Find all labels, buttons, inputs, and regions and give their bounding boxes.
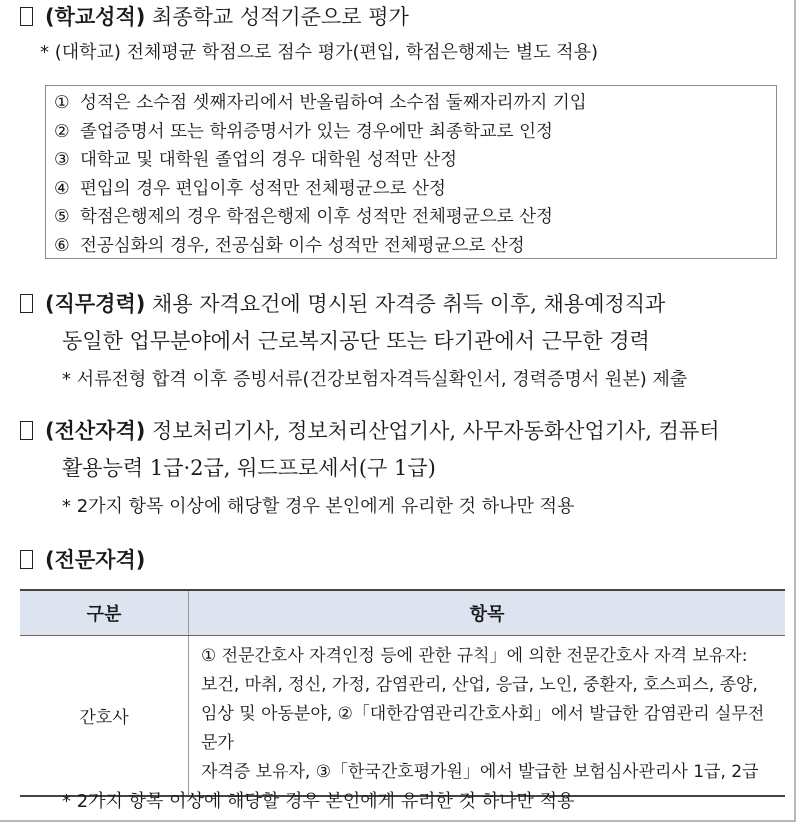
school-note: * (대학교) 전체평균 학점으로 점수 평가(편입, 학점은행제는 별도 적용): [40, 42, 599, 63]
school-tag: (학교성적): [45, 5, 146, 29]
row-line: 자격증 보유자, ③「한국간호평가원」에서 발급한 보험심사관리사 1급, 2급: [201, 762, 759, 782]
square-bullet-icon: [20, 550, 33, 569]
career-line2: 동일한 업무분야에서 근로복지공단 또는 타기관에서 근무한 경력: [62, 329, 650, 353]
row-line: 임상 및 아동분야, ②「대한감염관리간호사회」에서 발급한 감염관리 실무전문가: [201, 704, 765, 753]
rule-item: ⑥ 전공심화의 경우, 전공심화 이수 성적만 전체평균으로 산정: [54, 235, 525, 256]
school-rules-box: [45, 85, 777, 259]
row-items: [189, 636, 786, 797]
career-note: * 서류전형 합격 이후 증빙서류(건강보험자격득실확인서, 경력증명서 원본) 제출: [62, 369, 688, 390]
row-line: 보건, 마취, 정신, 가정, 감염관리, 산업, 응급, 노인, 중환자, 호스피스, 종양,: [201, 675, 758, 695]
row-category: 간호사: [20, 636, 189, 797]
row-line: ① 전문간호사 자격인정 등에 관한 규칙」에 의한 전문간호사 자격 보유자:: [201, 646, 748, 666]
career-heading: [20, 289, 665, 319]
pro-table: [20, 589, 785, 797]
it-tag: (전산자격): [45, 419, 146, 443]
table-row: [20, 636, 785, 797]
pro-heading: [20, 545, 145, 575]
rule-item: ② 졸업증명서 또는 학위증명서가 있는 경우에만 최종학교로 인정: [54, 121, 553, 142]
rule-item: ④ 편입의 경우 편입이후 성적만 전체평균으로 산정: [54, 178, 446, 199]
career-line1: 채용 자격요건에 명시된 자격증 취득 이후, 채용예정직과: [152, 292, 666, 316]
table-header-row: [20, 590, 785, 636]
header-category: 구분: [20, 590, 189, 636]
rule-item: ③ 대학교 및 대학원 졸업의 경우 대학원 성적만 산정: [54, 150, 458, 170]
it-line2: 활용능력 1급·2급, 워드프로세서(구 1급): [62, 456, 436, 480]
pro-note: * 2가지 항목 이상에 해당할 경우 본인에게 유리한 것 하나만 적용: [62, 791, 575, 812]
header-items: 항목: [189, 590, 786, 636]
pro-tag: (전문자격): [45, 548, 146, 572]
square-bullet-icon: [20, 421, 33, 440]
rule-item: ⑤ 학점은행제의 경우 학점은행제 이후 성적만 전체평균으로 산정: [54, 207, 553, 227]
it-note: * 2가지 항목 이상에 해당할 경우 본인에게 유리한 것 하나만 적용: [62, 496, 575, 517]
square-bullet-icon: [20, 7, 33, 26]
it-line1: 정보처리기사, 정보처리산업기사, 사무자동화산업기사, 컴퓨터: [152, 419, 720, 443]
school-heading: [20, 2, 409, 32]
square-bullet-icon: [20, 294, 33, 313]
rule-item: ① 성적은 소수점 셋째자리에서 반올림하여 소수점 둘째자리까지 기입: [54, 93, 587, 113]
it-heading: [20, 416, 720, 446]
school-desc: 최종학교 성적기준으로 평가: [152, 5, 409, 29]
career-tag: (직무경력): [45, 292, 146, 316]
